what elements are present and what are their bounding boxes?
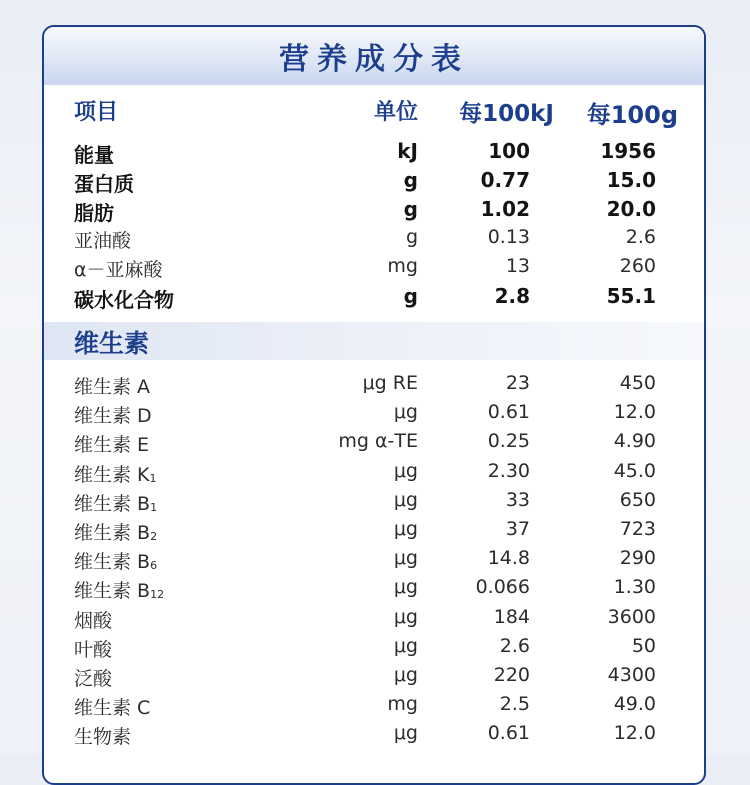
table-row [44, 458, 704, 487]
table-row [44, 545, 704, 574]
column-header-unit: 单位 [373, 100, 418, 125]
value-per100kj: 100 [488, 139, 530, 163]
value-per100kj: 220 [493, 663, 530, 686]
vitamin-name: 维生素 B [74, 492, 151, 515]
vitamin-name: 维生素 B [74, 551, 151, 574]
table-row [44, 282, 704, 311]
table-row [44, 662, 704, 691]
vitamin-name: 生物素 [74, 726, 132, 749]
nutrient-name: α－亚麻酸 [74, 259, 163, 281]
table-row [44, 195, 704, 224]
vitamin-subscript: 6 [150, 559, 158, 573]
value-per100g: 45.0 [613, 459, 656, 482]
vitamin-unit: μg [393, 722, 418, 745]
table-row [44, 224, 704, 253]
vitamin-name-cell [74, 547, 157, 574]
value-per100g: 450 [619, 372, 656, 394]
table-row [44, 516, 704, 545]
vitamin-name-cell [74, 664, 112, 691]
table-row [44, 166, 704, 195]
vitamin-name: 泛酸 [74, 667, 113, 690]
value-per100kj: 0.77 [480, 168, 530, 192]
nutrient-unit: g [403, 197, 418, 221]
nutrient-name: 亚油酸 [74, 230, 132, 252]
main-nutrient-list [44, 137, 704, 311]
vitamin-unit: μg [393, 517, 418, 540]
nutrient-unit: g [403, 284, 418, 308]
vitamin-name-cell [74, 606, 112, 633]
table-row [44, 370, 704, 399]
vitamin-unit: μg [393, 576, 418, 599]
vitamin-name: 维生素 A [74, 376, 151, 398]
value-per100kj: 1.02 [480, 197, 530, 221]
column-header-per100g: 每100g [586, 101, 678, 129]
vitamin-name: 维生素 D [74, 405, 152, 428]
vitamin-name-cell [74, 430, 149, 457]
value-per100g: 12.0 [613, 401, 656, 424]
nutrient-unit: g [403, 168, 418, 192]
vitamin-name-cell [74, 518, 157, 545]
value-per100g: 1.30 [613, 576, 656, 599]
value-per100kj: 0.066 [475, 576, 530, 599]
table-row [44, 574, 704, 603]
column-header-name: 项目 [74, 100, 119, 125]
value-per100g: 15.0 [606, 168, 656, 192]
vitamin-name: 维生素 C [74, 697, 151, 720]
vitamin-name-cell [74, 460, 157, 487]
value-per100g: 650 [619, 488, 656, 511]
vitamin-name: 维生素 B [74, 580, 151, 603]
value-per100g: 55.1 [606, 284, 656, 308]
table-row [44, 720, 704, 749]
value-per100g: 49.0 [613, 693, 656, 716]
title-bar [44, 27, 704, 85]
vitamin-subscript: 2 [150, 529, 158, 543]
vitamin-name: 叶酸 [74, 638, 113, 661]
vitamin-subscript: 1 [149, 471, 157, 485]
value-per100g: 723 [619, 517, 656, 540]
value-per100g: 290 [619, 547, 656, 570]
value-per100g: 3600 [607, 605, 656, 628]
vitamin-unit: μg [393, 634, 418, 657]
nutrient-unit: mg [387, 255, 418, 277]
vitamin-list [44, 370, 704, 749]
table-row [44, 137, 704, 166]
table-row [44, 604, 704, 633]
value-per100kj: 13 [505, 255, 530, 277]
column-header-row [44, 95, 704, 131]
vitamin-name-cell [74, 693, 150, 720]
nutrient-name: 碳水化合物 [74, 288, 174, 312]
value-per100g: 50 [631, 634, 656, 657]
vitamin-name: 维生素 B [74, 521, 151, 544]
vitamin-name: 维生素 E [74, 434, 150, 457]
section-bar-vitamins [44, 322, 704, 360]
vitamin-name-cell [74, 401, 152, 428]
table-row [44, 399, 704, 428]
value-per100kj: 0.25 [487, 430, 530, 453]
table-row [44, 633, 704, 662]
nutrient-unit: g [405, 226, 418, 248]
vitamin-unit: μg [393, 488, 418, 511]
vitamin-name-cell [74, 722, 131, 749]
value-per100g: 1956 [600, 139, 656, 163]
page-title: 营养成分表 [279, 42, 469, 77]
value-per100kj: 0.13 [487, 226, 530, 248]
value-per100g: 260 [619, 255, 656, 277]
table-row [44, 691, 704, 720]
vitamin-unit: μg [393, 663, 418, 686]
vitamin-name-cell [74, 372, 150, 399]
table-row [44, 487, 704, 516]
vitamin-unit: mg α-TE [338, 430, 418, 453]
vitamin-unit: μg RE [362, 372, 418, 394]
nutrient-name: 能量 [74, 143, 114, 167]
vitamin-name: 烟酸 [74, 609, 113, 632]
vitamin-unit: μg [393, 547, 418, 570]
vitamin-unit: mg [387, 693, 418, 716]
value-per100kj: 0.61 [487, 401, 530, 424]
vitamin-subscript: 1 [150, 500, 158, 514]
value-per100kj: 2.5 [499, 693, 530, 716]
value-per100kj: 23 [505, 372, 530, 394]
value-per100g: 4.90 [613, 430, 656, 453]
column-header-per100kj: 每100kJ [459, 101, 554, 127]
vitamin-name-cell [74, 635, 112, 662]
nutrition-panel [42, 25, 706, 785]
value-per100g: 4300 [607, 663, 656, 686]
value-per100kj: 2.8 [494, 284, 530, 308]
value-per100kj: 2.30 [487, 459, 530, 482]
vitamin-subscript: 12 [150, 588, 165, 602]
section-title: 维生素 [74, 329, 150, 358]
nutrient-unit: kJ [397, 139, 418, 163]
value-per100kj: 184 [493, 605, 530, 628]
vitamin-name-cell [74, 576, 164, 603]
nutrient-name: 脂肪 [74, 201, 114, 225]
value-per100kj: 0.61 [487, 722, 530, 745]
value-per100g: 20.0 [606, 197, 656, 221]
vitamin-name-cell [74, 489, 157, 516]
value-per100kj: 37 [505, 517, 530, 540]
table-row [44, 428, 704, 457]
value-per100kj: 14.8 [487, 547, 530, 570]
vitamin-unit: μg [393, 401, 418, 424]
vitamin-unit: μg [393, 605, 418, 628]
value-per100kj: 2.6 [499, 634, 530, 657]
table-row [44, 253, 704, 282]
value-per100kj: 33 [505, 488, 530, 511]
value-per100g: 2.6 [625, 226, 656, 248]
vitamin-unit: μg [393, 459, 418, 482]
nutrient-name: 蛋白质 [74, 172, 134, 196]
vitamin-name: 维生素 K [74, 463, 150, 486]
value-per100g: 12.0 [613, 722, 656, 745]
